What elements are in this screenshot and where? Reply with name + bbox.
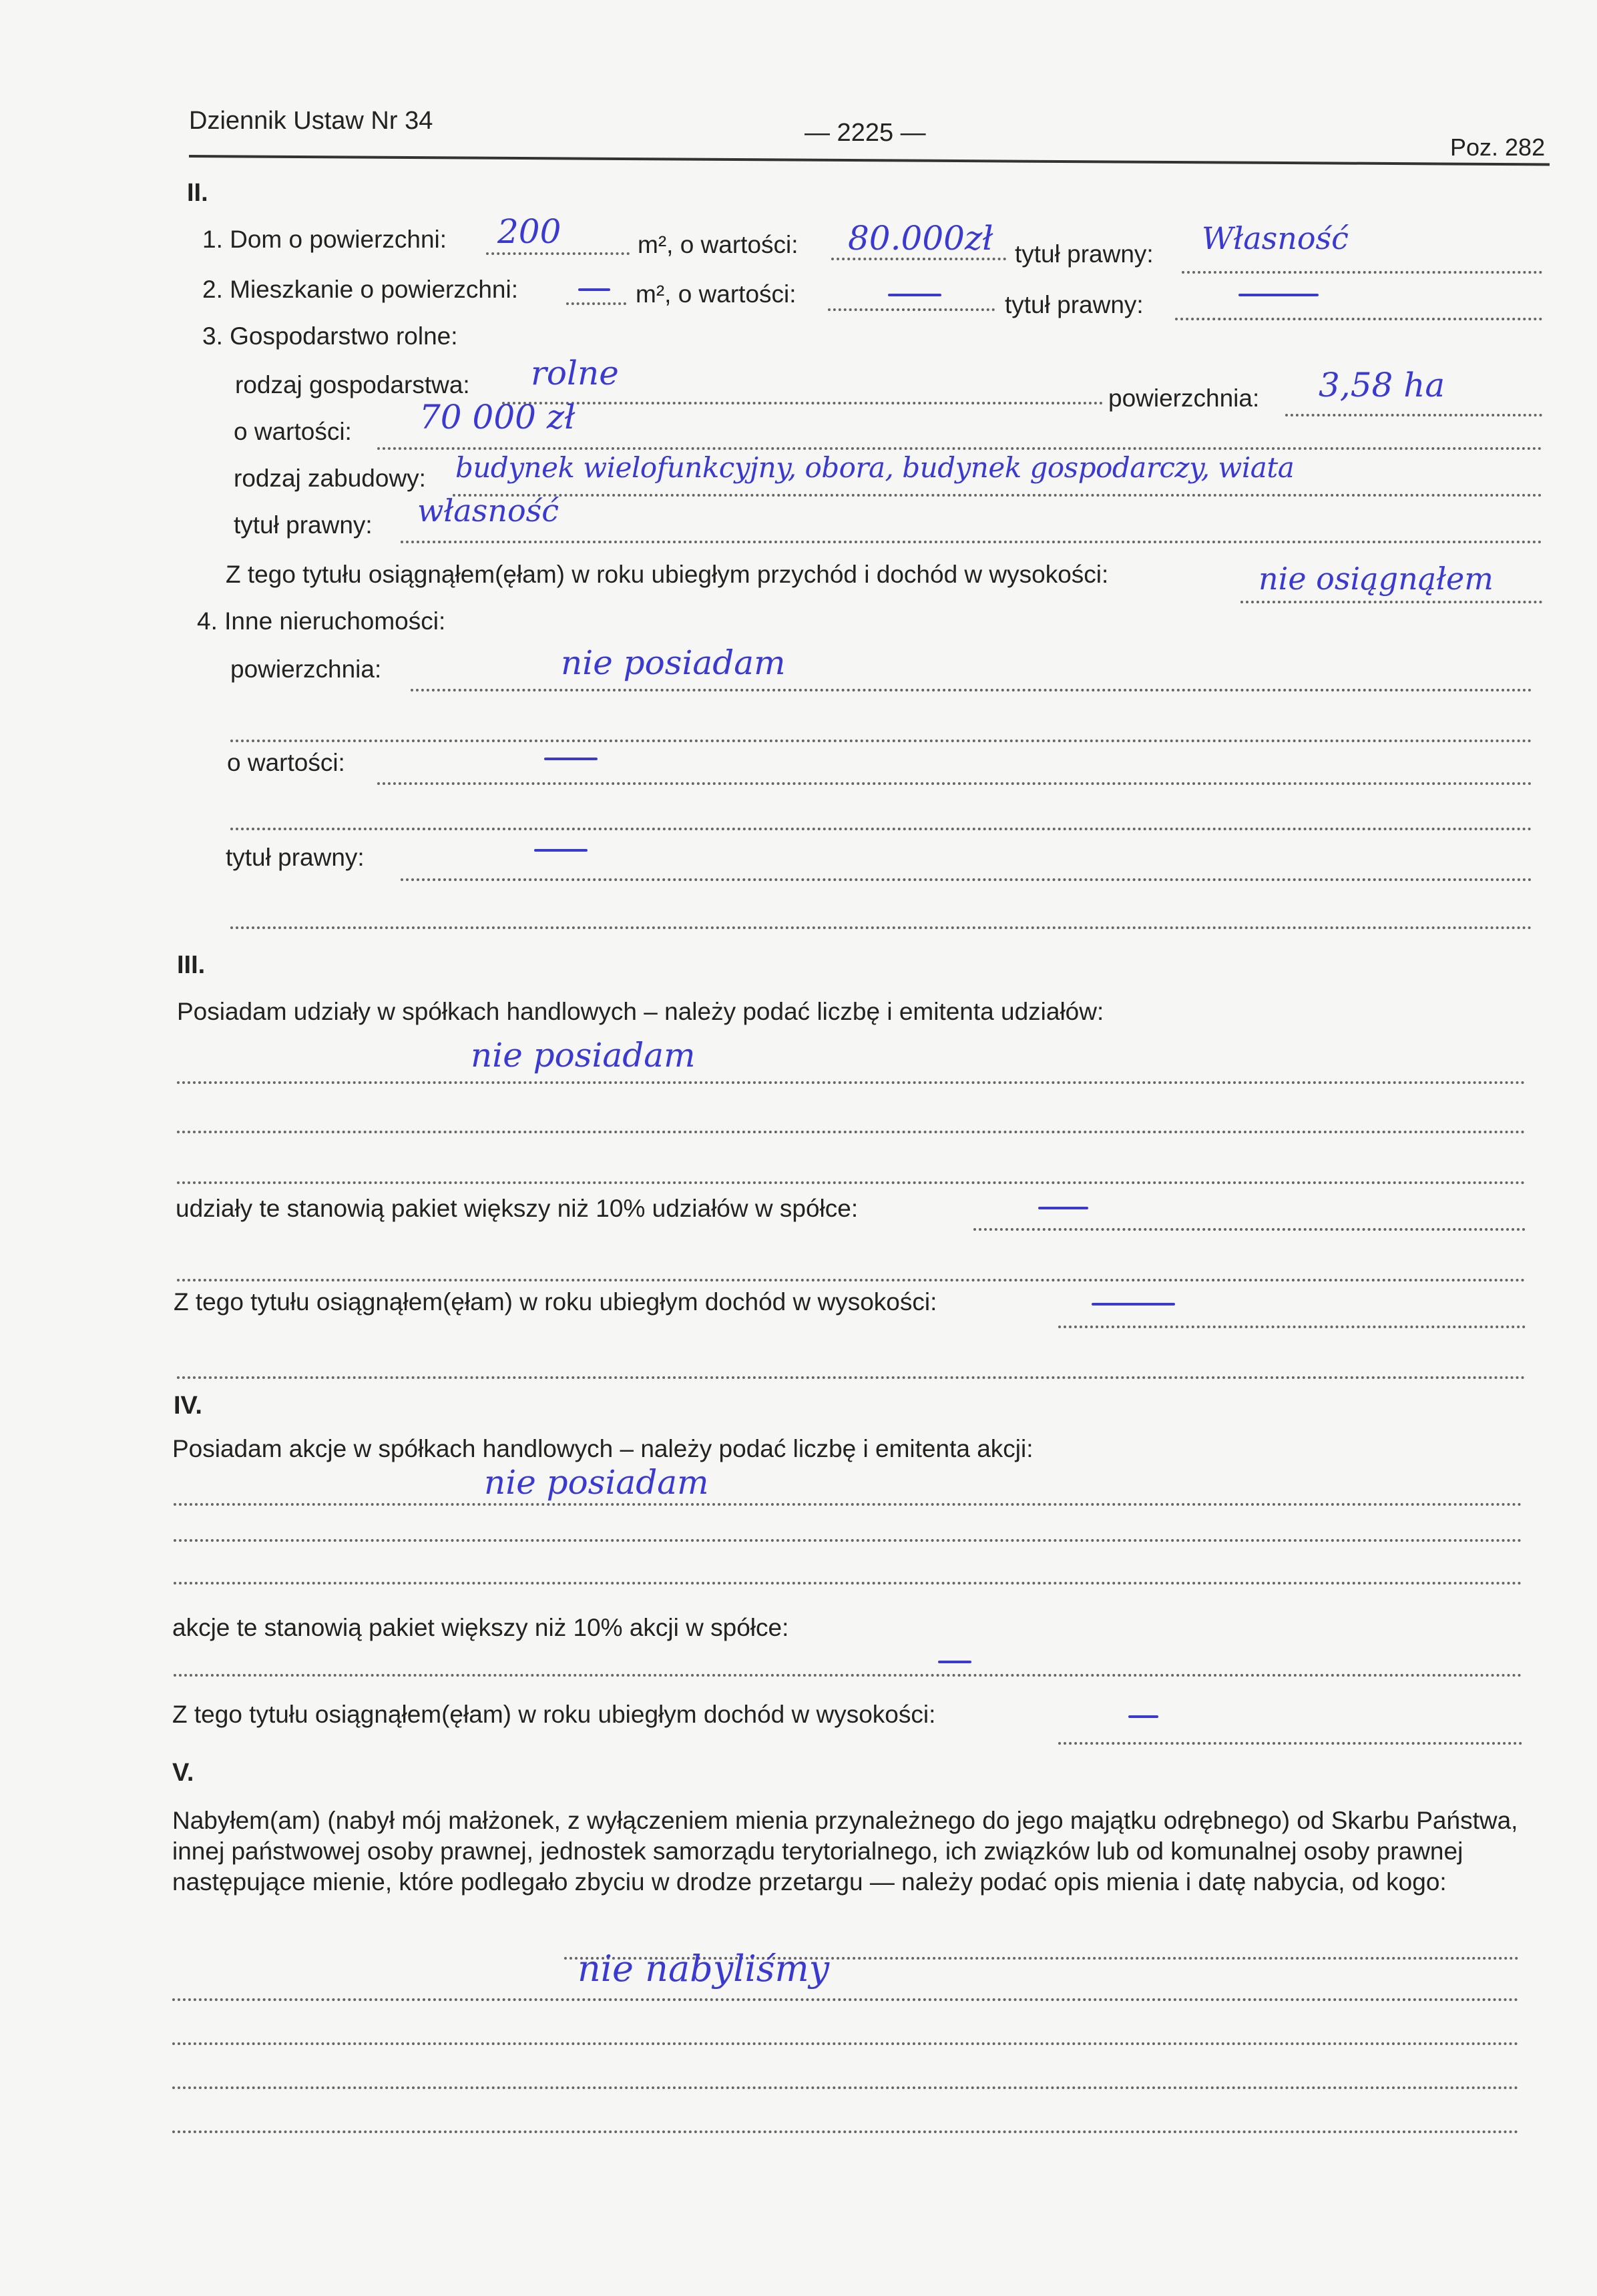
other-area-value: nie posiadam [561,643,786,682]
farm-title-label: tytuł prawny: [234,511,373,539]
shares-income-label: Z tego tytułu osiągnąłem(ęłam) w roku ubiegłym dochód w wysokości: [174,1288,937,1316]
house-area-label: 1. Dom o powierzchni: [202,226,447,253]
other-title-line [401,878,1532,881]
house-value-label: m², o wartości: [638,231,798,258]
other-area-line-2 [230,740,1532,742]
farm-area-line [1285,414,1542,416]
journal-title: Dziennik Ustaw Nr 34 [189,107,433,135]
other-property-label: 4. Inne nieruchomości: [197,607,446,635]
acquired-line-4 [172,2086,1519,2089]
section-5-title: V. [172,1759,194,1787]
farm-label: 3. Gospodarstwo rolne: [202,322,458,350]
farm-value: 70 000 zł [419,398,576,437]
flat-value-label: m², o wartości: [636,280,796,308]
farm-income-label: Z tego tytułu osiągnąłem(ęłam) w roku ubiegłym przychód i dochód w wysokości: [226,561,1109,588]
farm-area-label: powierzchnia: [1108,384,1260,412]
page-number: — 2225 — [805,119,926,147]
flat-title-dash [1238,294,1319,296]
stocks-line-2 [174,1539,1522,1542]
shares-line-2 [177,1131,1526,1133]
acquired-line-5 [172,2130,1519,2133]
section-2-title: II. [187,179,208,207]
farm-title-value: własność [417,493,559,529]
stocks-value: nie posiadam [484,1463,709,1502]
stocks-line-1 [174,1503,1522,1506]
header-rule [189,155,1550,166]
farm-value-line [377,447,1542,450]
shares-line-1 [177,1081,1526,1084]
farm-type-label: rodzaj gospodarstwa: [235,371,470,398]
shares-package-line-2 [177,1279,1526,1281]
other-title-line-2 [230,926,1532,929]
shares-income-line [1058,1326,1526,1328]
shares-package-dash [1038,1207,1088,1209]
house-title-line [1182,271,1542,274]
farm-value-label: o wartości: [234,418,352,445]
flat-value-line [828,308,995,311]
other-title-dash [534,849,588,852]
flat-title-label: tytuł prawny: [1005,291,1144,318]
farm-type-value: rolne [531,354,619,392]
other-value-label: o wartości: [227,749,345,776]
stocks-package-label: akcje te stanowią pakiet większy niż 10% akcji w spółce: [172,1614,789,1641]
other-title-label: tytuł prawny: [226,844,365,871]
farm-income-line [1240,601,1542,603]
acquired-line-2 [172,1998,1519,2001]
stocks-income-dash [1128,1715,1158,1718]
shares-package-line [973,1228,1526,1231]
stocks-income-label: Z tego tytułu osiągnąłem(ęłam) w roku ubiegłym dochód w wysokości: [172,1701,936,1728]
acquired-line-3 [172,2042,1519,2045]
farm-area-value: 3,58 ha [1319,366,1445,404]
shares-income-line-2 [177,1376,1526,1379]
house-area-line [486,252,630,255]
stocks-income-line [1058,1742,1522,1745]
other-value-line [377,782,1532,785]
flat-area-label: 2. Mieszkanie o powierzchni: [202,276,518,303]
position-number: Poz. 282 [1450,133,1546,161]
shares-value: nie posiadam [471,1036,696,1075]
farm-type-line [502,402,1103,404]
other-value-line-2 [230,828,1532,830]
shares-package-label: udziały te stanowią pakiet większy niż 10% udziałów w spółce: [176,1195,859,1222]
shares-label: Posiadam udziały w spółkach handlowych – należy podać liczbę i emitenta udziałów: [177,998,1104,1025]
acquired-value: nie nabyliśmy [578,1948,830,1990]
stocks-package-line [174,1674,1522,1677]
flat-title-line [1175,318,1542,320]
farm-buildings-line [453,494,1542,497]
stocks-line-3 [174,1582,1522,1585]
farm-buildings-label: rodzaj zabudowy: [234,465,426,492]
other-value-dash [544,758,598,760]
flat-area-line [566,302,626,305]
farm-title-line [401,541,1542,543]
acquired-text: Nabyłem(am) (nabył mój małżonek, z wyłączeniem mienia przynależnego do jego majątku odrębnego) od Skarbu Państwa, innej państwowej osoby prawnej, jednostek samorządu terytorialnego, ich związków lub od komunalnej osoby prawnej następujące mienie, które podlegało zbyciu w drodze przetargu — należy podać opis mienia i datę nabycia, od kogo: [172,1807,1518,1896]
house-value: 80.000zł [848,219,993,258]
section-3-title: III. [177,951,206,979]
house-area-value: 200 [497,212,561,251]
other-area-line [411,689,1532,691]
section-4-title: IV. [174,1392,202,1420]
shares-line-3 [177,1181,1526,1184]
shares-income-dash [1092,1303,1175,1306]
stocks-package-dash [938,1661,971,1663]
flat-area-dash [578,288,610,291]
house-value-line [831,258,1006,260]
other-area-label: powierzchnia: [230,655,382,683]
flat-value-dash [888,294,941,296]
farm-income-value: nie osiągnąłem [1259,561,1494,597]
stocks-label: Posiadam akcje w spółkach handlowych – należy podać liczbę i emitenta akcji: [172,1435,1034,1462]
house-title-label: tytuł prawny: [1015,240,1154,268]
house-title-value: Własność [1202,220,1349,256]
farm-buildings-value: budynek wielofunkcyjny, obora, budynek gospodarczy, wiata [455,451,1295,484]
